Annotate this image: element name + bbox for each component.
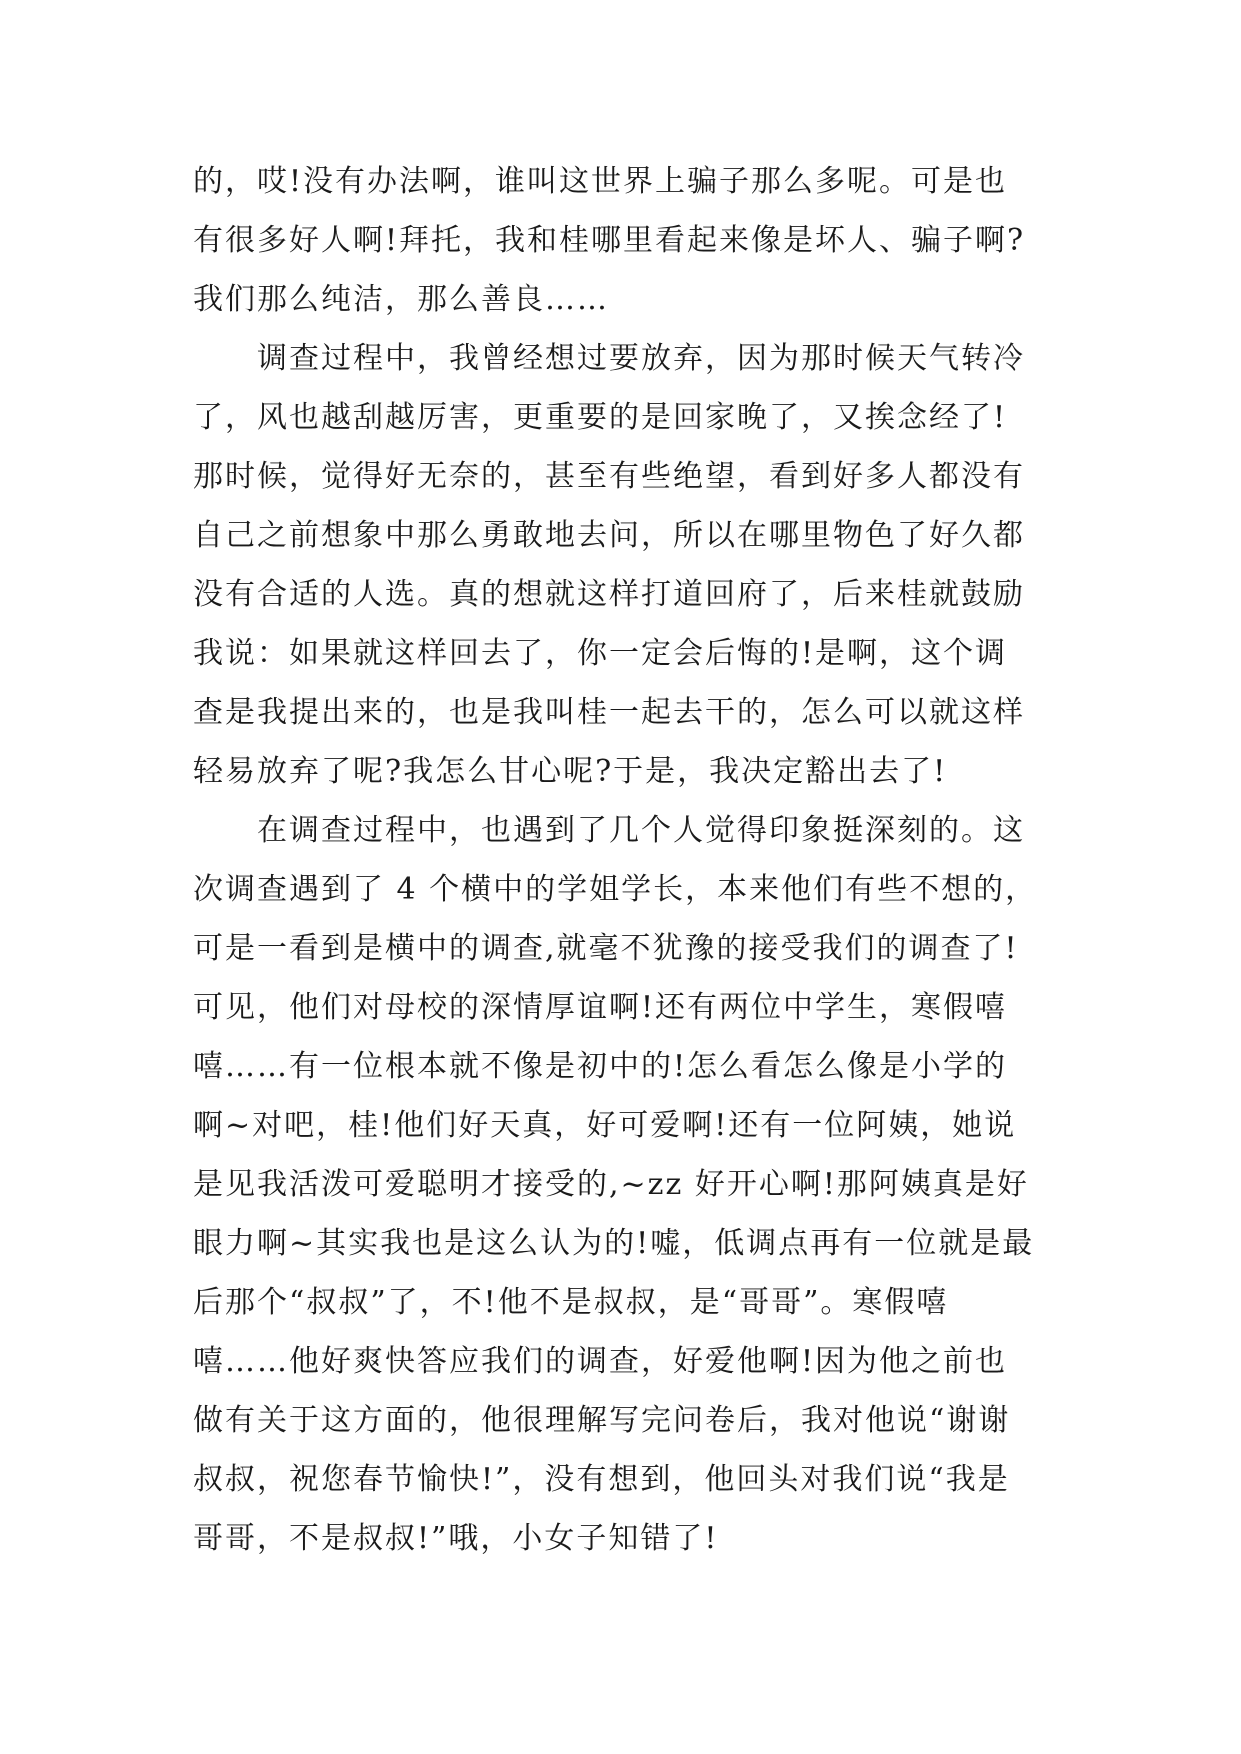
- text-line: 可见，他们对母校的深情厚谊啊!还有两位中学生，寒假嘻: [193, 990, 1008, 1025]
- text-line: 没有合适的人选。真的想就这样打道回府了，后来桂就鼓励: [193, 577, 1025, 612]
- text-line: 我们那么纯洁，那么善良……: [193, 282, 609, 317]
- text-line: 嘻……有一位根本就不像是初中的!怎么看怎么像是小学的: [193, 1049, 1008, 1084]
- text-line: 查是我提出来的，也是我叫桂一起去干的，怎么可以就这样: [193, 695, 1025, 730]
- text-line: 那时候，觉得好无奈的，甚至有些绝望，看到好多人都没有: [193, 459, 1025, 494]
- text-line: 调查过程中，我曾经想过要放弃，因为那时候天气转冷: [257, 341, 1025, 376]
- text-line: 轻易放弃了呢?我怎么甘心呢?于是，我决定豁出去了!: [193, 754, 948, 789]
- text-line: 了，风也越刮越厉害，更重要的是回家晚了，又挨念经了!: [193, 400, 1008, 435]
- text-line: 叔叔，祝您春节愉快!”，没有想到，他回头对我们说“我是: [193, 1462, 1010, 1497]
- text-line: 后那个“叔叔”了，不!他不是叔叔，是“哥哥”。寒假嘻: [193, 1285, 949, 1320]
- text-line: 有很多好人啊!拜托，我和桂哪里看起来像是坏人、骗子啊?: [193, 223, 1026, 258]
- text-line: 次调查遇到了 4 个横中的学姐学长，本来他们有些不想的，: [193, 872, 1038, 907]
- text-line: 的，哎!没有办法啊，谁叫这世界上骗子那么多呢。可是也: [193, 164, 1008, 199]
- text-line: 嘻……他好爽快答应我们的调查，好爱他啊!因为他之前也: [193, 1344, 1008, 1379]
- body-text: [193, 152, 1073, 1568]
- text-line: 做有关于这方面的，他很理解写完问卷后，我对他说“谢谢: [193, 1403, 1011, 1438]
- text-line: 我说：如果就这样回去了，你一定会后悔的!是啊，这个调: [193, 636, 1008, 671]
- text-line: 是见我活泼可爱聪明才接受的,~zz 好开心啊!那阿姨真是好: [193, 1167, 1029, 1202]
- text-line: 啊~对吧，桂!他们好天真，好可爱啊!还有一位阿姨，她说: [193, 1108, 1017, 1143]
- text-line: 可是一看到是横中的调查,就毫不犹豫的接受我们的调查了!: [193, 931, 1019, 966]
- text-line: 自己之前想象中那么勇敢地去问，所以在哪里物色了好久都: [193, 518, 1025, 553]
- text-line: 哥哥，不是叔叔!”哦，小女子知错了!: [193, 1521, 719, 1556]
- text-line: 眼力啊~其实我也是这么认为的!嘘，低调点再有一位就是最: [193, 1226, 1035, 1261]
- text-line: 在调查过程中，也遇到了几个人觉得印象挺深刻的。这: [257, 813, 1025, 848]
